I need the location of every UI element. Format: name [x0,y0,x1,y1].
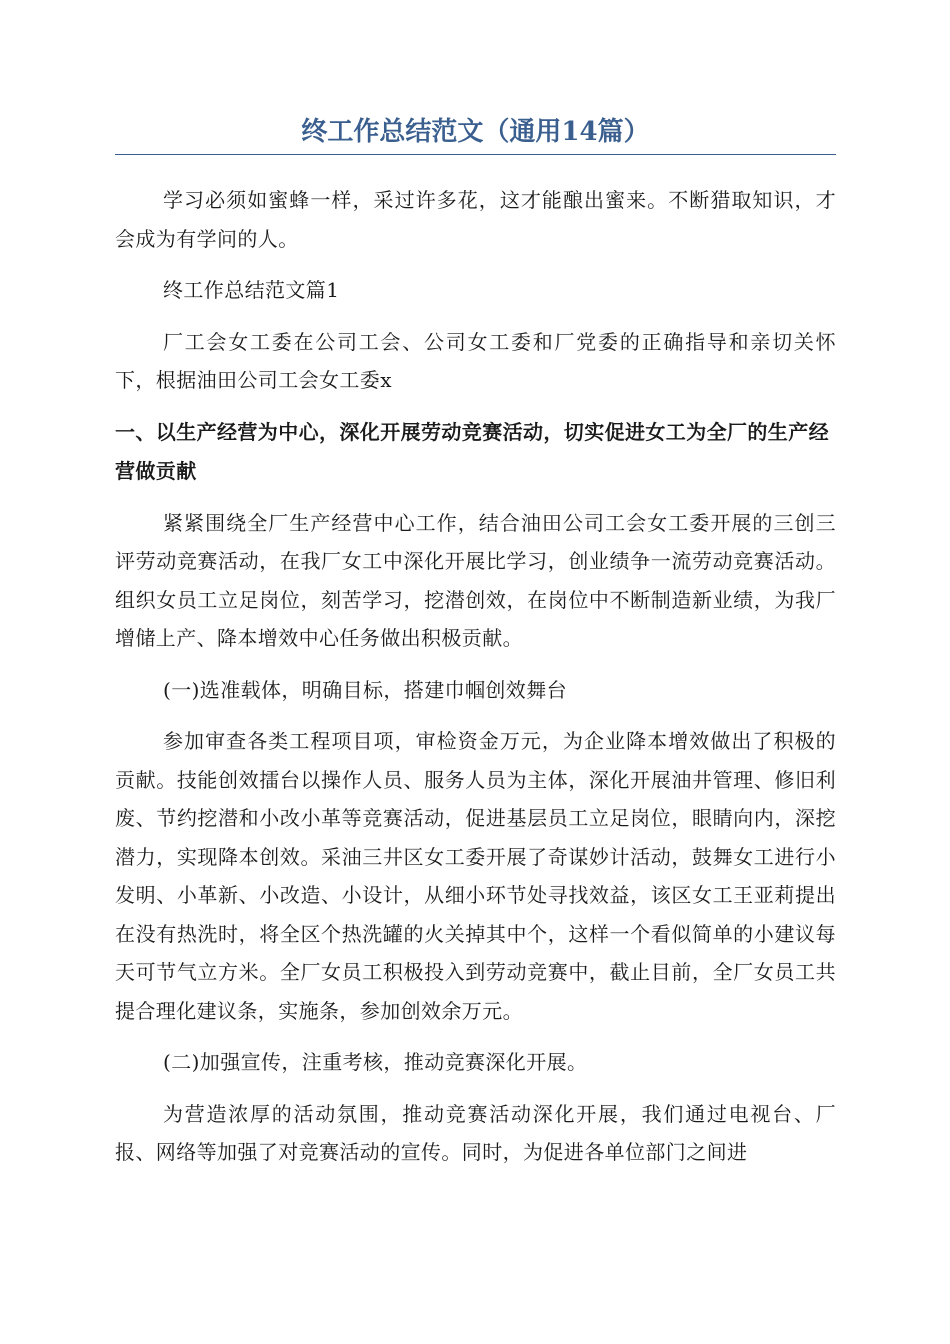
subsection-heading: (二)加强宣传，注重考核，推动竞赛深化开展。 [163,1050,588,1074]
section-heading: 一、以生产经营为中心，深化开展劳动竞赛活动，切实促进女工为全厂的生产经营做贡献 [115,419,829,483]
body-paragraph: 紧紧围绕全厂生产经营中心工作，结合油田公司工会女工委开展的三创三评劳动竞赛活动，在我厂女工中深化开展比学习，创业绩争一流劳动竞赛活动。组织女员工立足岗位，刻苦学习，挖潜创效，在岗位中不断制造新业绩，为我厂增储上产、降本增效中心任务做出积极贡献。 [115,510,836,650]
body-paragraph: 参加审查各类工程项目项，审检资金万元，为企业降本增效做出了积极的贡献。技能创效擂台以操作人员、服务人员为主体，深化开展油井管理、修旧利废、节约挖潜和小改小革等竞赛活动，促进基层员工立足岗位，眼睛向内，深挖潜力，实现降本创效。采油三井区女工委开展了奇谋妙计活动，鼓舞女工进行小发明、小革新、小改造、小设计，从细小环节处寻找效益，该区女工王亚莉提出在没有热洗时，将全区个热洗罐的火关掉其中个，这样一个看似简单的小建议每天可节气立方米。全厂女员工积极投入到劳动竞赛中，截止目前，全厂女员工共提合理化建议条，实施条，参加创效余万元。 [115,729,836,1023]
document-title: 终工作总结范文（通用14篇） [301,117,650,147]
body-paragraph: 为营造浓厚的活动氛围，推动竞赛活动深化开展，我们通过电视台、厂报、网络等加强了对竞赛活动的宣传。同时，为促进各单位部门之间进 [115,1101,836,1164]
section-title: 终工作总结范文篇1 [163,278,340,302]
subsection-heading: (一)选准载体，明确目标，搭建巾帼创效舞台 [163,677,568,702]
title-divider [115,154,836,155]
document-page [115,110,836,1185]
intro-paragraph: 学习必须如蜜蜂一样，采过许多花，这才能酿出蜜来。不断猎取知识，才会成为有学问的人。 [115,188,836,251]
body-paragraph: 厂工会女工委在公司工会、公司女工委和厂党委的正确指导和亲切关怀下，根据油田公司工会女工委x [115,329,836,392]
